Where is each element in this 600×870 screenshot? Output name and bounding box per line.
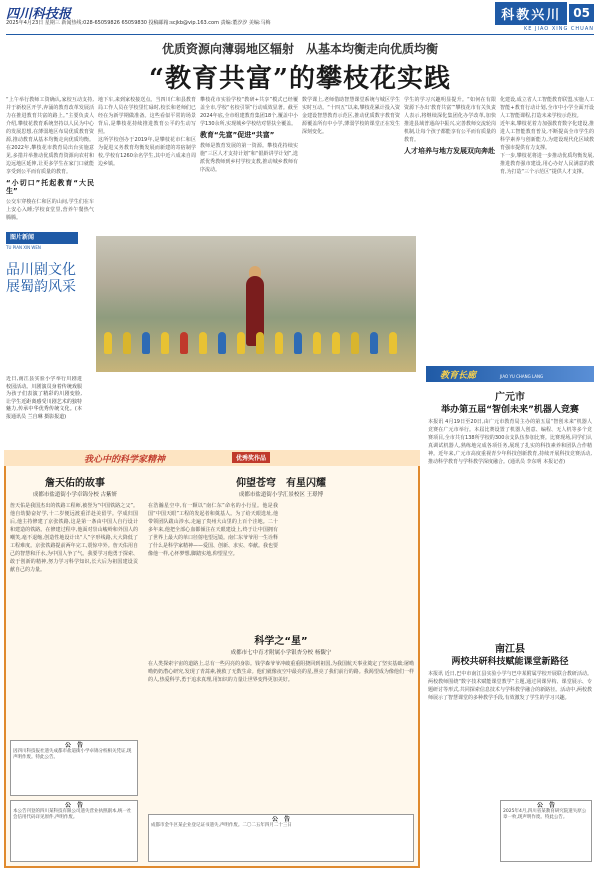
lead-column-2 xyxy=(98,96,196,232)
essay-body: 詹天佑是我国杰出的铁路工程师,被誉为“中国铁路之父”。他自幼勤奋好学,十二岁便远渡重洋赴美留学。学成归国后,他主持修建了京张铁路,这是第一条由中国人自行设计和建造的铁路。在修建过程中,他面对崇山峻岭和外国人的嘲笑,毫不退缩,创造性地设计出“人”字形线路,大大降低了工程难度。京张铁路提前两年完工,震惊中外。詹天佑用自己的智慧和汗水,为中国人争了气。我要学习他勇于探索、敢于创新的精神,努力学习科学知识,长大后为祖国建设贡献自己的力量。 xyxy=(10,503,138,573)
student-figure xyxy=(294,332,302,354)
story-body: 本报讯 近日,巴中市南江县实验小学与巴中某附属学校开展联合教研活动。两校教师围绕“数字技术赋能课堂教学”主题,通过同课异构、课堂展示、专题研讨等形式,共同探索信息技术与学科教学融合的新路径。活动中,两校教师展示了智慧课堂的多种教学手段,有效激发了学生的学习兴趣。 xyxy=(428,671,592,701)
student-figure xyxy=(351,332,359,354)
lead-paragraph: 下一步,攀枝花将进一步推动优质均衡发展,推进教育强市建设,用心办好人民满意的教育,为打造“三个示范区”提供人才支撑。 xyxy=(500,153,594,175)
student-figure xyxy=(370,332,378,354)
science-banner-title: 我心中的科学家精神 xyxy=(84,455,166,465)
notice-heading: 公 告 xyxy=(64,802,83,809)
student-figure xyxy=(389,332,397,354)
essay-author: 成都市盐道街小学卓锦分校 古紫妍 xyxy=(32,492,118,498)
notice-box xyxy=(500,800,592,862)
lead-paragraph: 数学课上,老师借助智慧课堂系统与城区学生实时互动。“十四五”以来,攀枝花累计投入资金建设智慧教育示范区,推动优质数字教育资源覆盖所有中小学,薄弱学校的课堂正在发生深刻变化。 xyxy=(302,97,400,135)
notice-text: 本公告刊登的四川某科技有限公司遗失营业执照副本,统一社会信用代码详见原件,声明作废。 xyxy=(13,809,132,820)
section-title: 科教兴川 xyxy=(495,2,567,25)
student-figure xyxy=(275,332,283,354)
essay-author: 成都市七中育才附属小学银杏分校 杨馥宁 xyxy=(230,650,332,656)
student-figure xyxy=(313,332,321,354)
lead-paragraph: 化建设,成立省人工智能教育联盟,实施人工智能+教育行动计划,全市中小学全面开设人工智能课程,打造未来学校示范校。 xyxy=(500,97,594,119)
student-figure xyxy=(142,332,150,354)
notice-text: 因四川科技报社遗失成都市盐道街小学卓锦分校相关凭证,现声明作废。特此公告。 xyxy=(13,749,132,760)
section-tag xyxy=(495,3,594,23)
lead-kicker: 优质资源向薄弱地区辐射 从基本均衡走向优质均衡 xyxy=(161,42,438,56)
photo-news-pinyin: TU PIAN XIN WEN xyxy=(6,245,41,250)
essay-title: 詹天佑的故事 xyxy=(45,478,105,489)
lead-paragraph: 近年来,攀枝花着力加强教育数字化建设,推进人工智能教育普及,不断提高全市学生的科学素养与创新能力,为建设现代化区域教育强市提供有力支撑。 xyxy=(500,121,594,151)
student-figure xyxy=(218,332,226,354)
edu-banner-pinyin: JIAO YU CHANG LANG xyxy=(500,374,544,379)
lead-paragraph: 攀枝花市实验学校“教研+共享”模式已经覆盖全市,学校“名校引领”行动成效显著。截至2024年底,全市组建教育集团18个,覆盖中小学130余所,实现城乡学校结对帮扶全覆盖。 xyxy=(200,97,298,127)
lead-paragraph: 地下车,来到家校接送点。当四川仁和县教育局工作人员在学校里忙碌时,校长和老师们已经在为新学期做准备。这些看似平常的场景背后,是攀枝花持续推进教育公平的生动写照。 xyxy=(98,97,196,135)
student-figure xyxy=(180,332,188,354)
lead-paragraph: 教师是教育发展的第一资源。攀枝花持续实施“三区人才支持计划”和“银龄讲学计划”,选派优秀教师到乡村学校支教,推动城乡教师有序流动。 xyxy=(200,143,298,173)
lead-column-4 xyxy=(302,96,400,232)
notice-text: 成都市金牛区某企业登记证书遗失,声明作废。二〇二五年四月二十三日 xyxy=(151,823,292,828)
lead-paragraph: 公交车穿梭在仁和区的山间,学生们在车上安心入睡;学校食堂里,营养午餐热气腾腾。 xyxy=(6,199,94,221)
notice-box xyxy=(10,800,138,862)
header-rule xyxy=(6,34,594,35)
lead-paragraph: 学生的学习兴趣明显提升。“如何在有限资源下办出‘教育共富’”攀枝花市有关负责人表示,将继续深化集团化办学改革,加快推进县域普通高中振兴,完善教师交流轮岗机制,让每个孩子都能享有公平而有质量的教育。 xyxy=(404,97,496,143)
notice-heading: 公 告 xyxy=(271,816,290,823)
science-banner xyxy=(4,450,420,466)
student-figure xyxy=(332,332,340,354)
story-body: 本报讯 4月19日至20日,由广元市教育局主办的第五届“智创未来”机器人竞赛在广元市举行。本届比赛设置了机器人创意、编程、无人机等多个竞赛项目,全市共有138所学校的300余支队伍参加比赛。比赛现场,同学们认真调试机器人,熟练地完成各项任务,展现了扎实的科技素养和团队合作精神。近年来,广元市高度重视青少年科技创新教育,持续开展科技竞赛活动,推动科学教育与学科教学深度融合。(通讯员 李东明 本报记者) xyxy=(428,419,592,465)
photo-news-tag: 图片新闻 xyxy=(6,232,78,244)
notice-heading: 公 告 xyxy=(64,742,83,749)
story-place: 广元市 xyxy=(495,392,525,403)
essay-author: 成都市盐道街小学汇景校区 王璟博 xyxy=(238,492,324,498)
photo-caption: 近日,南江县实验小学举行川剧进校园活动。川剧演员身着传统戏服为孩子们表演了精彩的川剧变脸,让学生近距离感受川剧艺术的独特魅力,传承中华优秀传统文化。(本报通讯员 兰自琳 摄影报道) xyxy=(6,376,82,420)
lead-column-3 xyxy=(200,96,298,232)
lead-paragraph: 这所学校创办于2019年,是攀枝花市仁和区为促进义务教育均衡发展而新建的寄宿制学校,学校有1260余名学生,其中近六成来自周边乡镇。 xyxy=(98,137,196,167)
essay-title: 仰望苍穹 有星闪耀 xyxy=(236,478,326,489)
student-figure xyxy=(123,332,131,354)
lead-column-5 xyxy=(404,96,496,362)
lead-headline: “教育共富”的攀枝花实践 xyxy=(149,64,451,94)
page-number: 05 xyxy=(569,4,594,22)
story-headline: 举办第五届“智创未来”机器人竞赛 xyxy=(441,405,579,415)
edu-banner-title: 教育长廊 xyxy=(440,371,477,381)
section-pinyin: KE JIAO XING CHUAN xyxy=(523,26,594,32)
notice-box xyxy=(148,814,414,862)
lead-subhead-2: 教育“先富”促进“共富” xyxy=(200,131,275,139)
essay-body: 在人类探索宇宙的道路上,总有一些闪亮的身影。钱学森爷爷冲破重重阻挠回到祖国,为我国航天事业奠定了坚实基础;屠呦呦奶奶潜心研究,发现了青蒿素,挽救了无数生命。他们就像夜空中最亮的星,照亮了我们前行的路。我渴望成为像他们一样的人,热爱科学,勇于追求真理,用知识的力量让世界变得更加美好。 xyxy=(148,661,414,683)
notice-text: 2025年4月,四川省某教育研究院遗失原公章一枚,现声明作废。特此公告。 xyxy=(503,809,587,820)
lead-column-6 xyxy=(500,96,594,362)
story-headline: 两校共研科技赋能课堂新路径 xyxy=(451,657,569,667)
lead-subhead-1: “小切口”托起教育“大民生” xyxy=(6,179,94,195)
photo-news-title: 品川剧文化展蜀韵风采 xyxy=(6,262,76,295)
student-figure xyxy=(256,332,264,354)
student-figure xyxy=(199,332,207,354)
lead-paragraph: “上午举行教师工资确认,家校互动支持,并于新校区开学,奔涌的教育改革发展活力在推进教育共富的路上。”主要负责人介绍,攀枝花教育系统坚持以人民为中心的发展思想,在薄弱地区布局优质教育资源,推动教育从基本均衡走向优质均衡。在2022年,攀枝花市教育局出台实施意见,多措并举推动优质教育资源向农村和边远地区延伸,让更多学生在家门口就能享受到公平而有质量的教育。 xyxy=(6,97,94,175)
notice-box xyxy=(10,740,138,796)
student-figure xyxy=(161,332,169,354)
story-place: 南江县 xyxy=(495,644,525,655)
notice-heading: 公 告 xyxy=(536,802,555,809)
lead-column-1 xyxy=(6,96,94,228)
dateline: 2025年4月23日 星期三 新闻热线:028-65059826 65059830 投稿邮箱:scjkb@vip.163.com 责编:董汐汐 美编:马梅 xyxy=(6,20,271,26)
essay-body xyxy=(284,502,414,622)
essay-title: 科学之“星” xyxy=(254,636,308,647)
student-figure xyxy=(237,332,245,354)
student-figure xyxy=(104,332,112,354)
lead-subhead-3: 人才培养与地方发展双向奔赴 xyxy=(404,147,495,155)
opera-performance-photo xyxy=(96,236,416,372)
newspaper-masthead: 四川科技报 xyxy=(6,7,72,22)
essay-body: 在浩瀚星空中,有一颗以“南仁东”命名的小行星。他是我国“中国天眼”工程的发起者和奠基人。为了给天眼选址,他带领团队跋山涉水,走遍了贵州大山里的上百个洼地。二十多年来,他把全部心血都倾注在天眼建设上,终于让中国拥有了世界上最大的单口径射电望远镜。南仁东爷爷用一生诠释了什么是科学家精神——爱国、创新、求实、奉献。我也要像他一样,心怀梦想,脚踏实地,仰望星空。 xyxy=(148,503,278,557)
award-badge: 优秀奖作品 xyxy=(232,452,270,463)
